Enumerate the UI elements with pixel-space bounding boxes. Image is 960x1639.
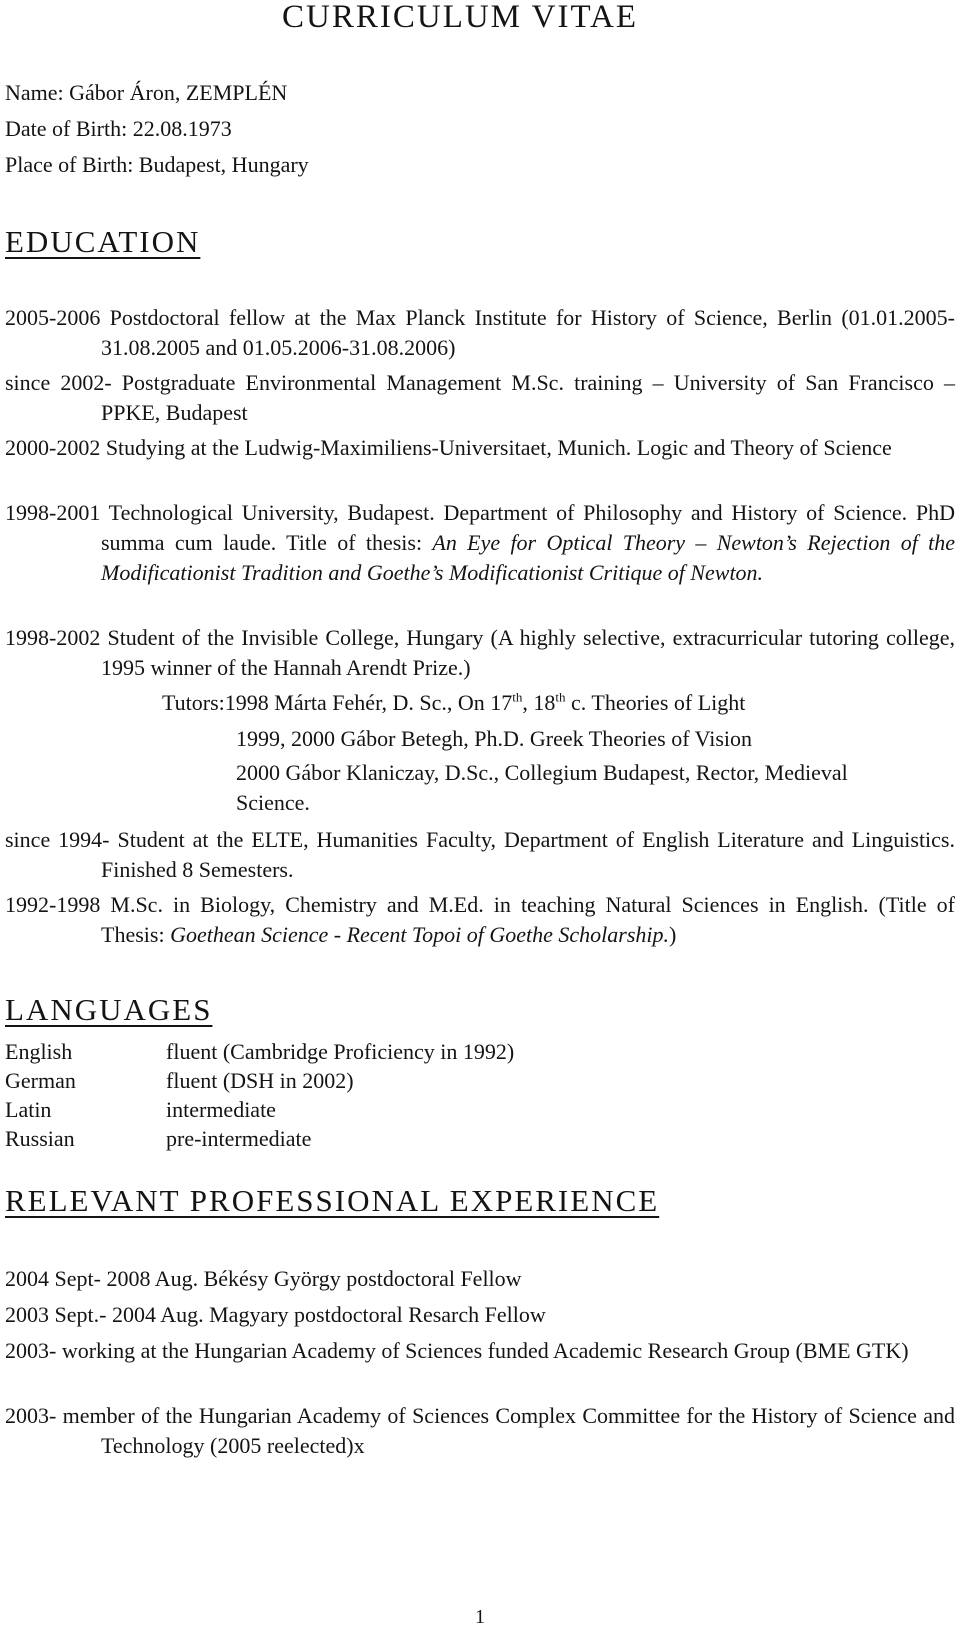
place-of-birth-line: Place of Birth: Budapest, Hungary	[5, 152, 309, 177]
msc-thesis-title: Goethean Science - Recent Topoi of Goethe Scholarship.	[170, 922, 670, 947]
page-number: 1	[475, 1606, 485, 1628]
language-level: fluent (Cambridge Proficiency in 1992)	[166, 1039, 515, 1064]
tutor-1-text-3: c. Theories of Light	[565, 690, 746, 715]
document-title: CURRICULUM VITAE	[282, 0, 639, 35]
msc-text-end: )	[669, 922, 677, 947]
experience-entry-research-group: 2003- working at the Hungarian Academy of Sciences funded Academic Research Group (BME GTK)	[5, 1338, 909, 1363]
phd-text: 1998-2001 Technological University, Budapest. Department of Philosophy and History of Science. PhD summa cum laude. Title of thesis:	[5, 500, 955, 555]
language-level: intermediate	[166, 1097, 276, 1122]
education-entry-munich: 2000-2002 Studying at the Ludwig-Maximiliens-Universitaet, Munich. Logic and Theory of Science	[5, 435, 892, 460]
language-name: Latin	[5, 1097, 52, 1122]
languages-heading: LANGUAGES	[5, 992, 213, 1027]
education-entry-msc	[5, 890, 955, 950]
education-entry-elte: since 1994- Student at the ELTE, Humanities Faculty, Department of English Literature and Linguistics. Finished 8 Semesters.	[5, 827, 955, 882]
name-line: Name: Gábor Áron, ZEMPLÉN	[5, 80, 288, 105]
tutor-1-sup-2: th	[555, 689, 566, 705]
date-of-birth-line: Date of Birth: 22.08.1973	[5, 116, 232, 141]
language-name: English	[5, 1039, 73, 1064]
experience-entry-magyary: 2003 Sept.- 2004 Aug. Magyary postdoctoral Resarch Fellow	[5, 1302, 546, 1327]
tutors-line	[162, 688, 745, 718]
experience-entry-bekesy: 2004 Sept- 2008 Aug. Békésy György postdoctoral Fellow	[5, 1266, 522, 1291]
tutor-3-line: 2000 Gábor Klaniczay, D.Sc., Collegium Budapest, Rector, Medieval Science.	[236, 760, 848, 815]
language-name: German	[5, 1068, 76, 1093]
experience-entry-committee: 2003- member of the Hungarian Academy of Sciences Complex Committee for the History of Science and Technology (2005 reelected)x	[5, 1403, 955, 1458]
tutor-1-sup-1: th	[512, 689, 523, 705]
education-entry-environmental: since 2002- Postgraduate Environmental Management M.Sc. training – University of San Francisco – PPKE, Budapest	[5, 370, 955, 425]
education-entry-max-planck: 2005-2006 Postdoctoral fellow at the Max Planck Institute for History of Science, Berlin (01.01.2005-31.08.2005 and 01.05.2006-31.08.2006)	[5, 305, 955, 360]
education-entry-invisible-college: 1998-2002 Student of the Invisible College, Hungary (A highly selective, extracurricular tutoring college, 1995 winner of the Hannah Arendt Prize.)	[5, 625, 955, 680]
tutor-1-text-2: , 18	[522, 690, 556, 715]
language-level: pre-intermediate	[166, 1126, 312, 1151]
language-name: Russian	[5, 1126, 75, 1151]
education-entry-phd	[5, 498, 955, 588]
tutor-1-text: Tutors:1998 Márta Fehér, D. Sc., On 17	[162, 690, 513, 715]
tutor-2-line: 1999, 2000 Gábor Betegh, Ph.D. Greek Theories of Vision	[236, 726, 753, 751]
experience-heading: RELEVANT PROFESSIONAL EXPERIENCE	[5, 1183, 660, 1218]
language-level: fluent (DSH in 2002)	[166, 1068, 354, 1093]
thesis-title: An Eye for Optical Theory – Newton’s Rejection of the Modificationist Tradition and Goethe’s Modificationist Critique of Newton.	[101, 530, 955, 585]
msc-text: 1992-1998 M.Sc. in Biology, Chemistry and M.Ed. in teaching Natural Sciences in English. (Title of Thesis:	[5, 892, 955, 947]
education-heading: EDUCATION	[5, 224, 201, 259]
